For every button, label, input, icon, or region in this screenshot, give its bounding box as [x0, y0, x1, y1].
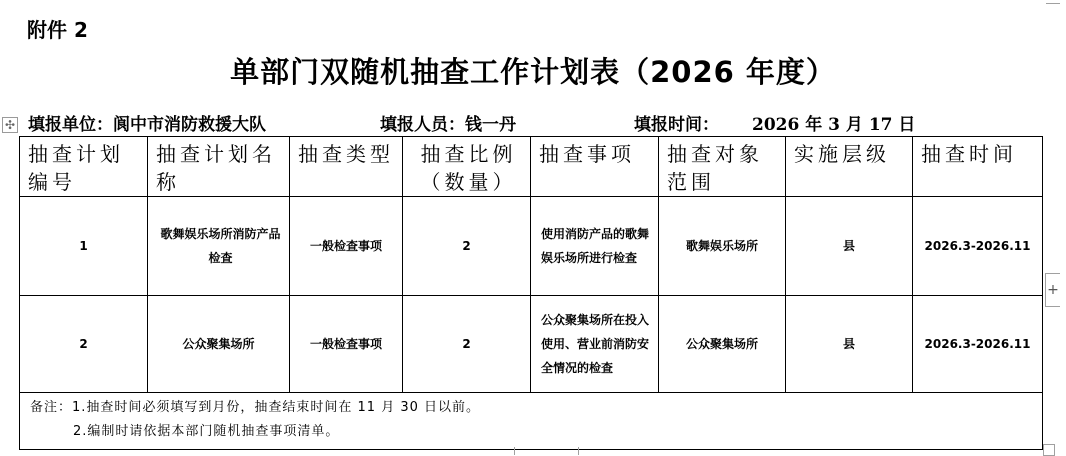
- info-row: [0, 110, 1066, 134]
- column-tick-marker: [514, 447, 515, 455]
- cell-item[interactable]: 使用消防产品的歌舞娱乐场所进行检查: [531, 197, 659, 296]
- column-header[interactable]: 抽查计划名称: [148, 137, 290, 197]
- cell-id[interactable]: 2: [20, 296, 148, 393]
- attachment-label: 附件 2: [27, 18, 88, 42]
- table-header-row: [20, 137, 1043, 197]
- remark-line-2: 2.编制时请依据本部门随机抽查事项清单。: [73, 424, 340, 439]
- plus-icon[interactable]: +: [1045, 273, 1060, 307]
- cell-level[interactable]: 县: [786, 296, 913, 393]
- cell-type[interactable]: 一般检查事项: [290, 197, 403, 296]
- table-row: [20, 296, 1043, 393]
- page-corner-marker: [1046, 0, 1060, 4]
- column-header[interactable]: 抽查比例（数量）: [403, 137, 531, 197]
- column-header[interactable]: 实施层级: [786, 137, 913, 197]
- cell-name[interactable]: 歌舞娱乐场所消防产品检查: [148, 197, 290, 296]
- cell-period[interactable]: 2026.3-2026.11: [913, 197, 1043, 296]
- move-icon[interactable]: ✣: [2, 117, 18, 133]
- filler-value: 钱一丹: [465, 115, 516, 135]
- page-title: 单部门双随机抽查工作计划表（2026 年度）: [230, 55, 836, 89]
- info-filler: [380, 110, 516, 135]
- cell-item[interactable]: 公众聚集场所在投入使用、营业前消防安全情况的检查: [531, 296, 659, 393]
- cell-ratio[interactable]: 2: [403, 296, 531, 393]
- remarks-cell[interactable]: [20, 393, 1043, 450]
- info-unit: [28, 110, 266, 135]
- column-tick-marker: [578, 447, 579, 455]
- cell-ratio[interactable]: 2: [403, 197, 531, 296]
- column-header[interactable]: 抽查对象范围: [659, 137, 786, 197]
- unit-label: 填报单位：: [28, 115, 113, 135]
- cell-name[interactable]: 公众聚集场所: [148, 296, 290, 393]
- resize-handle-icon[interactable]: [1043, 444, 1055, 456]
- cell-id[interactable]: 1: [20, 197, 148, 296]
- cell-type[interactable]: 一般检查事项: [290, 296, 403, 393]
- table-row: [20, 197, 1043, 296]
- cell-period[interactable]: 2026.3-2026.11: [913, 296, 1043, 393]
- cell-scope[interactable]: 公众聚集场所: [659, 296, 786, 393]
- unit-value: 阆中市消防救援大队: [113, 115, 266, 135]
- plan-table: [19, 136, 1043, 450]
- time-label: 填报时间：: [634, 115, 719, 135]
- column-header[interactable]: 抽查事项: [531, 137, 659, 197]
- column-header[interactable]: 抽查类型: [290, 137, 403, 197]
- column-header[interactable]: 抽查计划编号: [20, 137, 148, 197]
- filler-label: 填报人员：: [380, 115, 465, 135]
- remark-line-1: 备注：1.抽查时间必须填写到月份，抽查结束时间在 11 月 30 日以前。: [30, 400, 481, 415]
- time-value: 2026 年 3 月 17 日: [752, 115, 916, 135]
- cell-level[interactable]: 县: [786, 197, 913, 296]
- column-header[interactable]: 抽查时间: [913, 137, 1043, 197]
- remarks-row: [20, 393, 1043, 450]
- cell-scope[interactable]: 歌舞娱乐场所: [659, 197, 786, 296]
